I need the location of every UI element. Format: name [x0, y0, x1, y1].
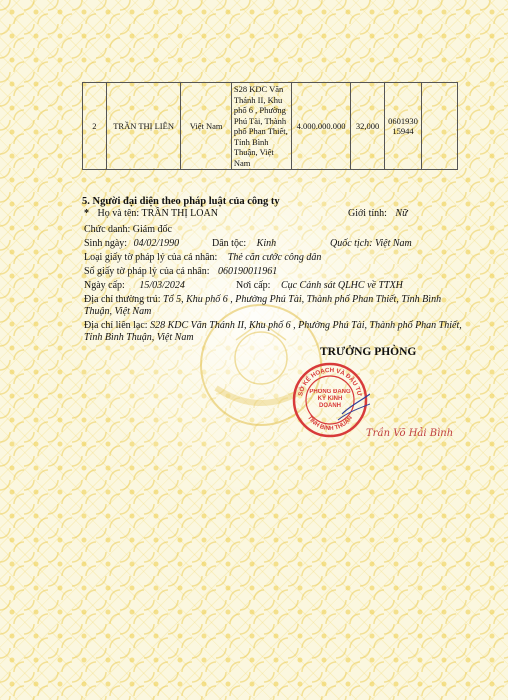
gender-value: Nữ [395, 208, 408, 219]
full-name-value: TRẦN THỊ LOAN [141, 208, 218, 219]
svg-text:SỞ KẾ HOẠCH VÀ ĐẦU TƯ: SỞ KẾ HOẠCH VÀ ĐẦU TƯ [297, 366, 363, 397]
doc-number-value: 060190011961 [218, 266, 278, 277]
capital-percent: 32,000 [350, 83, 384, 170]
signer-name: Trần Võ Hải Bình [366, 428, 454, 439]
shareholder-nationality: Việt Nam [181, 83, 231, 170]
nationality-value: Việt Nam [375, 238, 412, 249]
note-cell [421, 83, 457, 170]
doc-number-label: Số giấy tờ pháp lý của cá nhân: [84, 266, 210, 277]
contact-line [84, 320, 462, 344]
full-name-line [84, 208, 218, 219]
stamp-center-text: PHÒNG ĐĂNG KÝ KINH DOANH [309, 389, 351, 409]
ethnicity-value: Kinh [256, 238, 277, 249]
bullet-mark: * [84, 208, 89, 219]
issue-place-value: Cục Cảnh sát QLHC về TTXH [280, 280, 403, 291]
svg-text:TỈNH BÌNH THUẬN: TỈNH BÌNH THUẬN [306, 415, 354, 433]
capital-amount: 4.000.000.000 [292, 83, 351, 170]
residence-value: Tổ 5, Khu phố 6 , Phường Phú Tài, Thành phố Phan Thiết, Tỉnh Bình Thuận, Việt Nam [84, 294, 442, 317]
gender-line [348, 208, 408, 219]
position-label: Chức danh: [84, 224, 131, 235]
row-number: 2 [83, 83, 107, 170]
shareholder-address: S28 KDC Văn Thánh II, Khu phố 6 , Phường Phú Tài, Thành phố Phan Thiết, Tỉnh Bình Thuận, Việt Nam [231, 83, 291, 170]
doc-type-label: Loại giấy tờ pháp lý của cá nhân: [84, 252, 218, 263]
table-row [83, 83, 458, 170]
official-seal-stamp-icon [290, 360, 370, 440]
shareholder-name: TRẦN THỊ LIÊN [106, 83, 181, 170]
doc-type-line [84, 252, 321, 263]
gender-label: Giới tính: [348, 208, 387, 219]
nationality-line [330, 238, 412, 249]
ethnicity-label: Dân tộc: [212, 238, 247, 249]
residence-line [84, 294, 462, 318]
nationality-label: Quốc tịch: [330, 238, 373, 249]
issue-date-label: Ngày cấp: [84, 280, 125, 291]
contact-value: S28 KDC Văn Thánh II, Khu phố 6 , Phường Phú Tài, Thành phố Phan Thiết, Tỉnh Bình Thuận, Việt Nam [84, 320, 462, 343]
full-name-label: Họ và tên: [97, 208, 140, 219]
ethnicity-line [212, 238, 276, 249]
doc-number-line [84, 266, 277, 277]
section-title: 5. Người đại diện theo pháp luật của công ty [82, 196, 280, 207]
id-number: 060193015944 [385, 83, 422, 170]
issue-place-label: Nơi cấp: [236, 280, 271, 291]
contact-label: Địa chỉ liên lạc: [84, 320, 148, 331]
dob-line [84, 238, 179, 249]
issue-date-value: 15/03/2024 [139, 280, 185, 291]
position-value: Giám đốc [132, 224, 172, 235]
issue-place-line [236, 280, 403, 291]
signature-title: TRƯỞNG PHÒNG [320, 346, 417, 358]
residence-label: Địa chỉ thường trú: [84, 294, 161, 305]
issue-date-line [84, 280, 185, 291]
dob-value: 04/02/1990 [133, 238, 180, 249]
doc-type-value: Thẻ căn cước công dân [227, 252, 322, 263]
shareholder-table [82, 82, 458, 170]
position-line [84, 224, 172, 235]
dob-label: Sinh ngày: [84, 238, 128, 249]
